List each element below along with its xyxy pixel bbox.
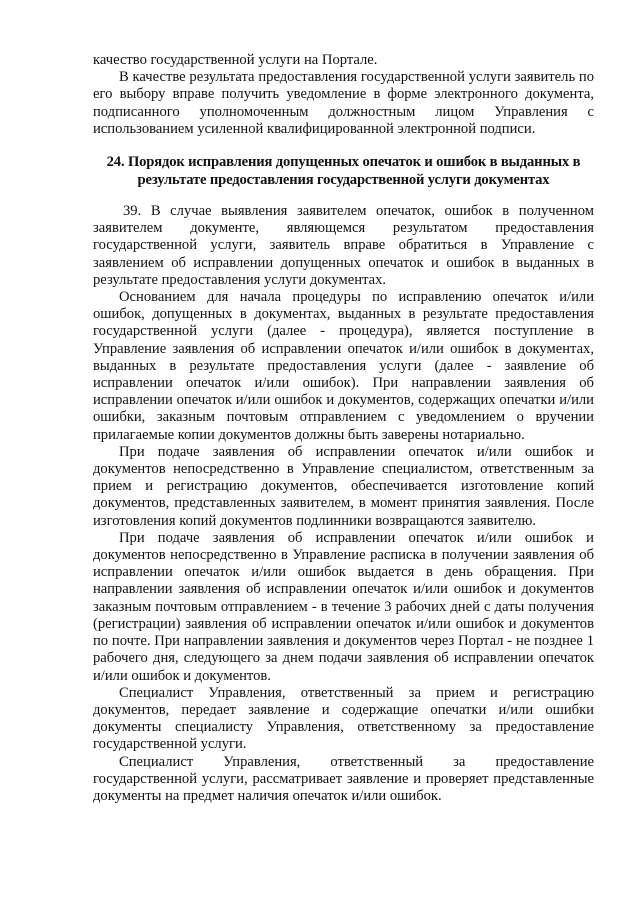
paragraph-copies: При подаче заявления об исправлении опечаток и/или ошибок и документов непосредственно в Управление специалистом, ответственным за прием и регистрацию документов, обеспечивается изготовление копий документов, представленных заявителем, в момент принятия заявления. После изготовления копий документов подлинники возвращаются заявителю. (93, 443, 594, 529)
paragraph-transfer: Специалист Управления, ответственный за прием и регистрацию документов, передает заявление и содержащие опечатки и/или ошибки документы специалисту Управления, ответственному за предоставление государственной услуги. (93, 684, 594, 753)
paragraph-39: 39. В случае выявления заявителем опечаток, ошибок в полученном заявителем документе, являющемся результатом предоставления государственной услуги, заявитель вправе обратиться в Управление с заявлением об исправлении допущенных опечаток и ошибок в выданных в результате предоставления услуги документах. (93, 203, 594, 288)
paragraph-electronic-result: В качестве результата предоставления государственной услуги заявитель по его выбору вправе получить уведомление в форме электронного документа, подписанного уполномоченным должностным лицом Управления с использованием усиленной квалифицированной электронной подписи. (93, 69, 594, 137)
paragraph-receipt: При подаче заявления об исправлении опечаток и/или ошибок и документов непосредственно в Управление расписка в получении заявления об исправлении опечаток и/или ошибок выдается в день обращения. При направлении заявления об исправлении опечаток и/или ошибок и документов заказным почтовым отправлением - в течение 3 рабочих дней с даты получения (регистрации) заявления об исправлении опечаток и/или ошибок и документов по почте. При направлении заявления и документов через Портал - не позднее 1 рабочего дня, следующего за днем подачи заявления об исправлении опечаток и/или ошибок и документов. (93, 529, 594, 684)
document-page (93, 52, 594, 805)
continuation-line: качество государственной услуги на Портале. (93, 52, 378, 68)
paragraph-procedure-basis: Основанием для начала процедуры по исправлению опечаток и/или ошибок, допущенных в документах, выданных в результате предоставления государственной услуги (далее - процедура), является поступление в Управление заявления об исправлении опечаток и/или ошибок в документах, выданных в результате предоставления услуги (далее - заявление об исправлении опечаток и/или ошибок). При направлении заявления об исправлении опечаток и/или ошибок и документов, содержащих опечатки и/или ошибки, заказным почтовым отправлением с уведомлением о вручении прилагаемые копии документов должны быть заверены нотариально. (93, 289, 594, 443)
section-heading: 24. Порядок исправления допущенных опечаток и ошибок в выданных в результате предоставления государственной услуги документах (106, 154, 581, 188)
paragraph-review: Специалист Управления, ответственный за предоставление государственной услуги, рассматривает заявление и проверяет представленные документы на предмет наличия опечаток и/или ошибок. (93, 753, 594, 804)
